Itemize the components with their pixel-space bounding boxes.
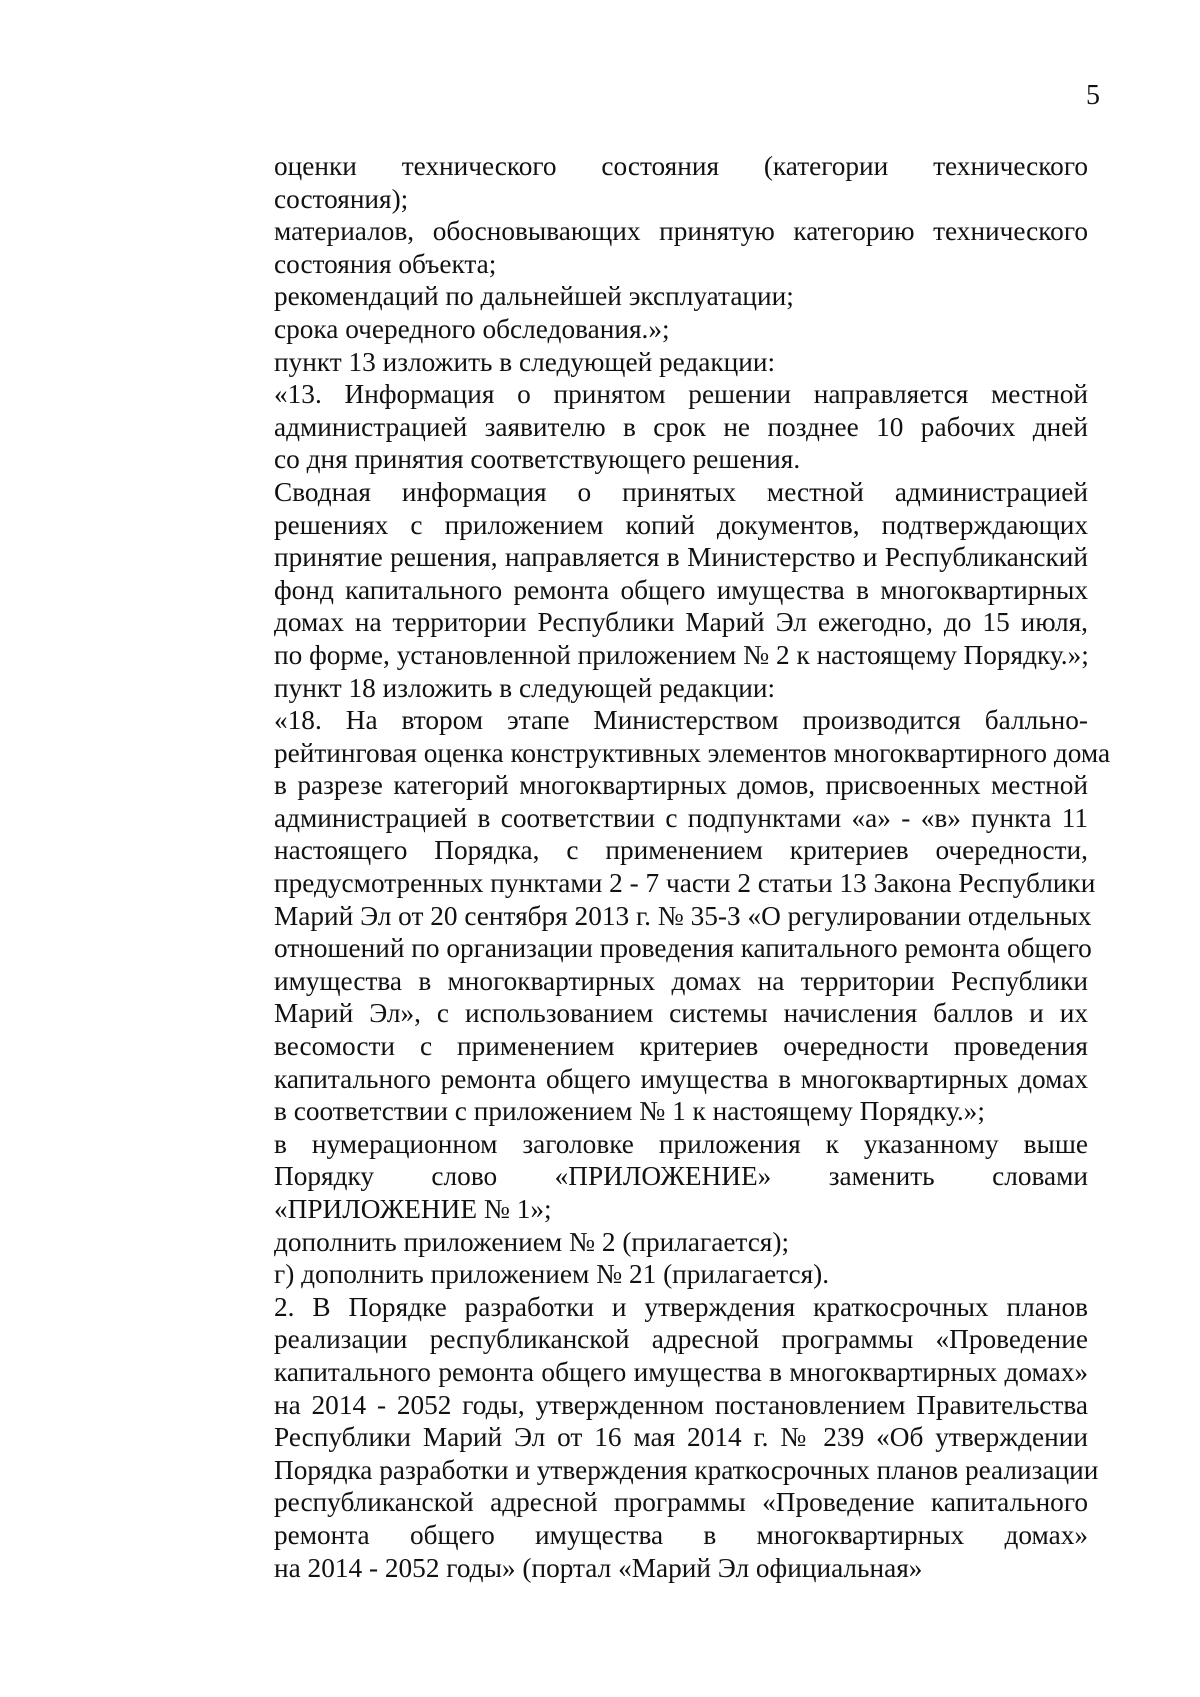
paragraph (204, 672, 1088, 705)
text-line: г) дополнить приложением № 21 (прилагается). (274, 1259, 830, 1290)
text-line: ремонта общего имущества в многоквартирных домах» (274, 1519, 1088, 1550)
paragraph (204, 1226, 1088, 1259)
text-line: «18. На втором этапе Министерством производится балльно- (274, 705, 1088, 736)
text-line: состояния объекта; (274, 248, 497, 279)
text-line: на 2014 - 2052 годы, утвержденном постановлением Правительства (274, 1389, 1088, 1420)
text-line: пункт 13 изложить в следующей редакции: (274, 346, 776, 377)
text-line: капитального ремонта общего имущества в многоквартирных домах (274, 1063, 1088, 1094)
paragraph (204, 1291, 1099, 1584)
text-line: предусмотренных пунктами 2 - 7 части 2 статьи 13 Закона Республики (274, 868, 1096, 899)
paragraph (204, 476, 1088, 672)
text-line: настоящего Порядка, с применением критериев очередности, (274, 835, 1088, 866)
paragraph (204, 313, 1088, 346)
text-line: республиканской адресной программы «Проведение капитального (274, 1487, 1088, 1518)
text-line: рекомендаций по дальнейшей эксплуатации; (274, 281, 794, 312)
text-line: Порядку слово «ПРИЛОЖЕНИЕ» заменить словами (274, 1161, 1088, 1192)
text-line: Порядка разработки и утверждения краткосрочных планов реализации (274, 1454, 1099, 1485)
paragraph (204, 378, 1088, 476)
text-line: в соответствии с приложением № 1 к настоящему Порядку.»; (274, 1096, 985, 1127)
text-line: решениях с приложением копий документов, подтверждающих (274, 509, 1088, 540)
text-line: принятие решения, направляется в Министерство и Республиканский (274, 542, 1088, 573)
paragraph (204, 704, 1111, 1128)
paragraph (204, 1258, 1088, 1291)
paragraph (204, 1128, 1088, 1226)
text-line: Республики Марий Эл от 16 мая 2014 г. № 239 «Об утверждении (274, 1422, 1088, 1453)
document-body (204, 150, 1111, 1584)
text-line: оценки технического состояния (категории технического (274, 151, 1088, 181)
text-line: в нумерационном заголовке приложения к указанному выше (274, 1128, 1088, 1159)
text-line: Марий Эл от 20 сентября 2013 г. № 35-З «О регулировании отдельных (274, 900, 1092, 931)
text-line: реализации республиканской адресной программы «Проведение (274, 1324, 1088, 1355)
text-line: администрацией в соответствии с подпунктами «а» - «в» пункта 11 (274, 802, 1088, 833)
paragraph (204, 150, 1088, 215)
text-line: капитального ремонта общего имущества в многоквартирных домах» (274, 1356, 1088, 1387)
text-line: на 2014 - 2052 годы» (портал «Марий Эл официальная» (274, 1552, 923, 1583)
paragraph (204, 346, 1088, 379)
text-line: со дня принятия соответствующего решения. (274, 444, 801, 475)
text-line: состояния); (274, 183, 409, 214)
paragraph (204, 280, 1088, 313)
text-line: «13. Информация о принятом решении направляется местной (274, 379, 1088, 410)
text-line: весомости с применением критериев очередности проведения (274, 1031, 1088, 1062)
text-line: материалов, обосновывающих принятую категорию технического (274, 216, 1088, 247)
page-number: 5 (1086, 80, 1100, 111)
text-line: по форме, установленной приложением № 2 к настоящему Порядку.»; (274, 639, 1089, 670)
text-line: имущества в многоквартирных домах на территории Республики (274, 965, 1088, 996)
text-line: рейтинговая оценка конструктивных элементов многоквартирного дома (274, 737, 1111, 768)
text-line: администрацией заявителю в срок не позднее 10 рабочих дней (274, 411, 1088, 442)
text-line: Марий Эл», с использованием системы начисления баллов и их (274, 998, 1088, 1029)
text-line: в разрезе категорий многоквартирных домов, присвоенных местной (274, 770, 1088, 801)
text-line: пункт 18 изложить в следующей редакции: (274, 672, 776, 703)
text-line: домах на территории Республики Марий Эл ежегодно, до 15 июля, (274, 607, 1088, 638)
text-line: «ПРИЛОЖЕНИЕ № 1»; (274, 1194, 552, 1224)
text-line: срока очередного обследования.»; (274, 313, 670, 344)
text-line: 2. В Порядке разработки и утверждения краткосрочных планов (274, 1291, 1088, 1322)
text-line: фонд капитального ремонта общего имущества в многоквартирных (274, 574, 1088, 605)
text-line: дополнить приложением № 2 (прилагается); (274, 1226, 790, 1257)
text-line: отношений по организации проведения капитального ремонта общего (274, 933, 1092, 964)
paragraph (204, 215, 1088, 280)
text-line: Сводная информация о принятых местной администрацией (274, 476, 1088, 507)
